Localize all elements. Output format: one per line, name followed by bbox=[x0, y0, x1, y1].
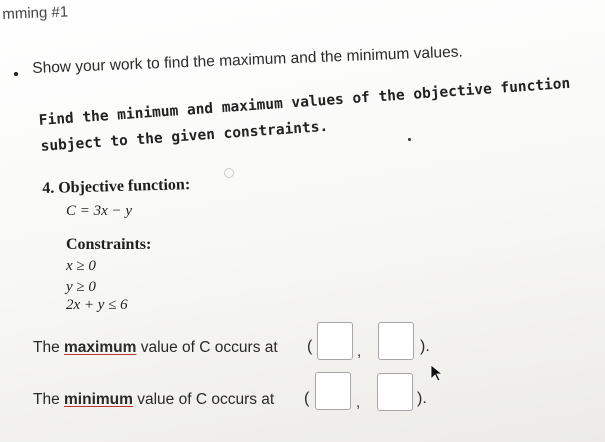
max-y-input[interactable] bbox=[378, 322, 414, 360]
min-comma: , bbox=[356, 394, 361, 411]
task-line-2: subject to the given constraints. bbox=[40, 118, 329, 155]
bullet-dot bbox=[14, 72, 18, 76]
min-y-input[interactable] bbox=[377, 373, 413, 411]
min-close-paren: ). bbox=[417, 390, 427, 407]
constraint-1: x ≥ 0 bbox=[66, 258, 96, 274]
min-keyword: minimum bbox=[64, 391, 133, 408]
min-open-paren: ( bbox=[304, 390, 310, 407]
constraint-3: 2x + y ≤ 6 bbox=[66, 297, 128, 313]
max-prefix: The bbox=[33, 339, 65, 356]
constraints-label: Constraints: bbox=[66, 236, 152, 253]
max-close-paren: ). bbox=[420, 338, 430, 355]
max-keyword: maximum bbox=[64, 339, 137, 356]
task-statement bbox=[38, 71, 573, 160]
min-x-input[interactable] bbox=[315, 372, 351, 410]
max-x-input[interactable] bbox=[317, 322, 353, 360]
smudge-mark bbox=[224, 168, 234, 178]
max-open-paren: ( bbox=[307, 338, 313, 355]
assignment-title: mming #1 bbox=[2, 3, 69, 23]
max-answer-sentence bbox=[33, 339, 278, 357]
pointer-cursor-icon bbox=[430, 364, 444, 382]
max-comma: , bbox=[357, 343, 362, 360]
min-prefix: The bbox=[33, 391, 65, 408]
constraint-2: y ≥ 0 bbox=[66, 279, 96, 295]
task-line-1: Find the minimum and maximum values of the objective function bbox=[38, 75, 571, 129]
min-answer-sentence bbox=[33, 391, 274, 409]
min-suffix: value of C occurs at bbox=[132, 391, 275, 408]
max-suffix: value of C occurs at bbox=[136, 339, 278, 356]
problem-number-label: 4. Objective function: bbox=[42, 176, 191, 197]
stray-dot bbox=[408, 138, 411, 141]
objective-function: C = 3x − y bbox=[66, 203, 133, 219]
instruction-text: Show your work to find the maximum and the minimum values. bbox=[32, 43, 464, 77]
